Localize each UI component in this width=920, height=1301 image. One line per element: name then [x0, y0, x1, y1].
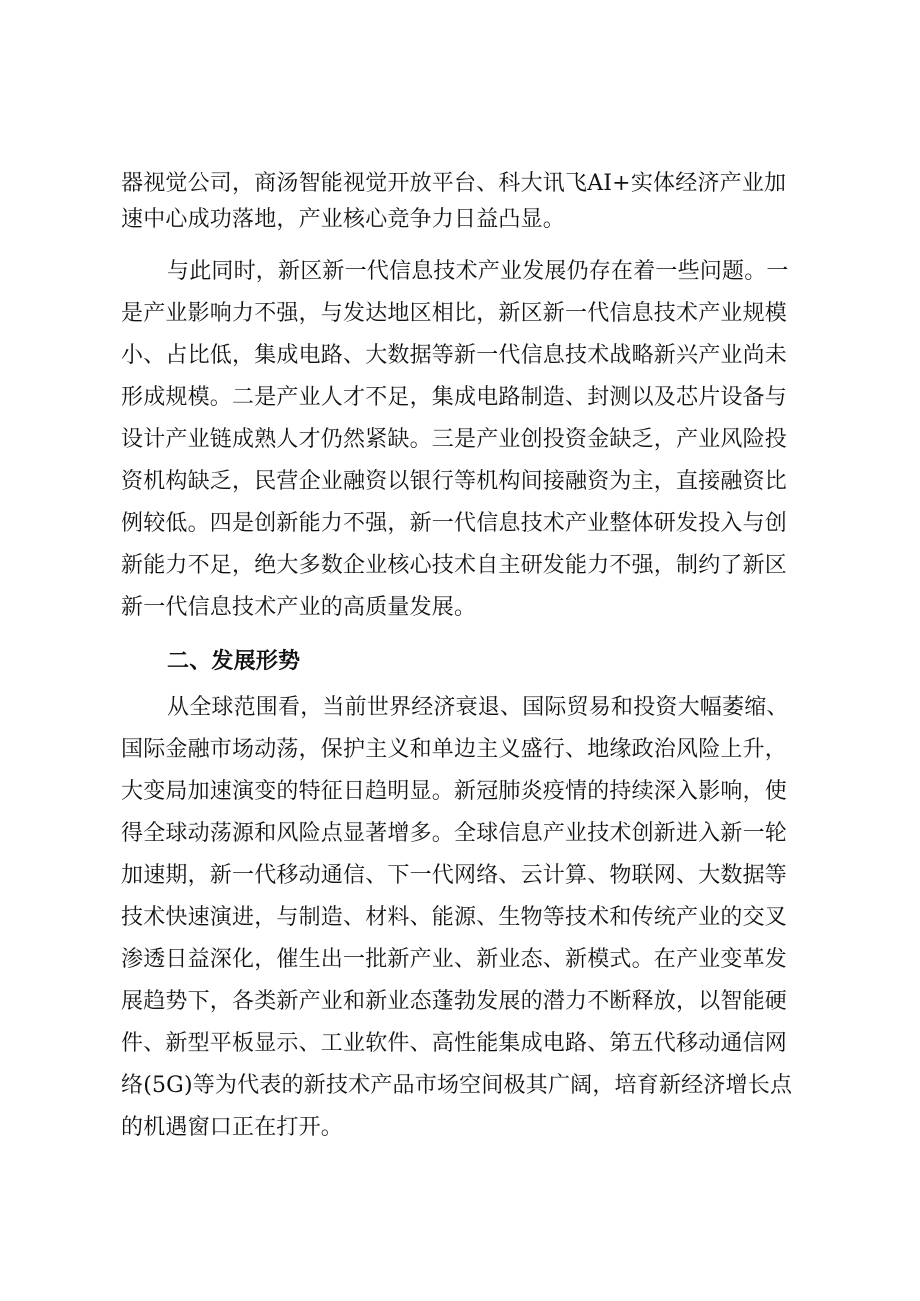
- paragraph-line: 小、占比低，集成电路、大数据等新一代信息技术战略新兴产业尚未: [121, 343, 788, 368]
- paragraph-line: 技术快速演进，与制造、材料、能源、生物等技术和传统产业的交叉: [121, 905, 788, 930]
- paragraph-line: 资机构缺乏，民营企业融资以银行等机构间接融资为主，直接融资比: [121, 469, 788, 494]
- paragraph-line: 的机遇窗口正在打开。: [121, 1115, 344, 1140]
- paragraph-line: 新能力不足，绝大多数企业核心技术自主研发能力不强，制约了新区: [121, 553, 788, 578]
- paragraph-line: 渗透日益深化，催生出一批新产业、新业态、新模式。在产业变革发: [121, 947, 788, 972]
- paragraph-line: 是产业影响力不强，与发达地区相比，新区新一代信息技术产业规模: [121, 301, 788, 326]
- section-heading: 二、发展形势: [167, 649, 301, 674]
- paragraph-line: 例较低。四是创新能力不强，新一代信息技术产业整体研发投入与创: [121, 511, 788, 536]
- paragraph-line: 大变局加速演变的特征日趋明显。新冠肺炎疫情的持续深入影响，使: [121, 779, 788, 804]
- paragraph-line: 器视觉公司，商汤智能视觉开放平台、科大讯飞AI+实体经济产业加: [121, 171, 787, 196]
- paragraph-line: 国际金融市场动荡，保护主义和单边主义盛行、地缘政治风险上升，: [121, 737, 788, 762]
- paragraph-line: 得全球动荡源和风险点显著增多。全球信息产业技术创新进入新一轮: [121, 821, 788, 846]
- paragraph-line: 展趋势下，各类新产业和新业态蓬勃发展的潜力不断释放，以智能硬: [121, 989, 788, 1014]
- paragraph-line: 络(5G)等为代表的新技术产品市场空间极其广阔，培育新经济增长点: [121, 1073, 793, 1098]
- paragraph-line: 加速期，新一代移动通信、下一代网络、云计算、物联网、大数据等: [121, 863, 788, 888]
- paragraph-line: 设计产业链成熟人才仍然紧缺。三是产业创投资金缺乏，产业风险投: [121, 427, 788, 452]
- paragraph-line: 新一代信息技术产业的高质量发展。: [121, 595, 477, 620]
- paragraph-line: 件、新型平板显示、工业软件、高性能集成电路、第五代移动通信网: [121, 1031, 788, 1056]
- paragraph-line: 形成规模。二是产业人才不足，集成电路制造、封测以及芯片设备与: [121, 385, 788, 410]
- paragraph-line: 速中心成功落地，产业核心竞争力日益凸显。: [121, 207, 566, 232]
- paragraph-line: 从全球范围看，当前世界经济衰退、国际贸易和投资大幅萎缩、: [167, 695, 789, 720]
- paragraph-line: 与此同时，新区新一代信息技术产业发展仍存在着一些问题。一: [167, 259, 789, 284]
